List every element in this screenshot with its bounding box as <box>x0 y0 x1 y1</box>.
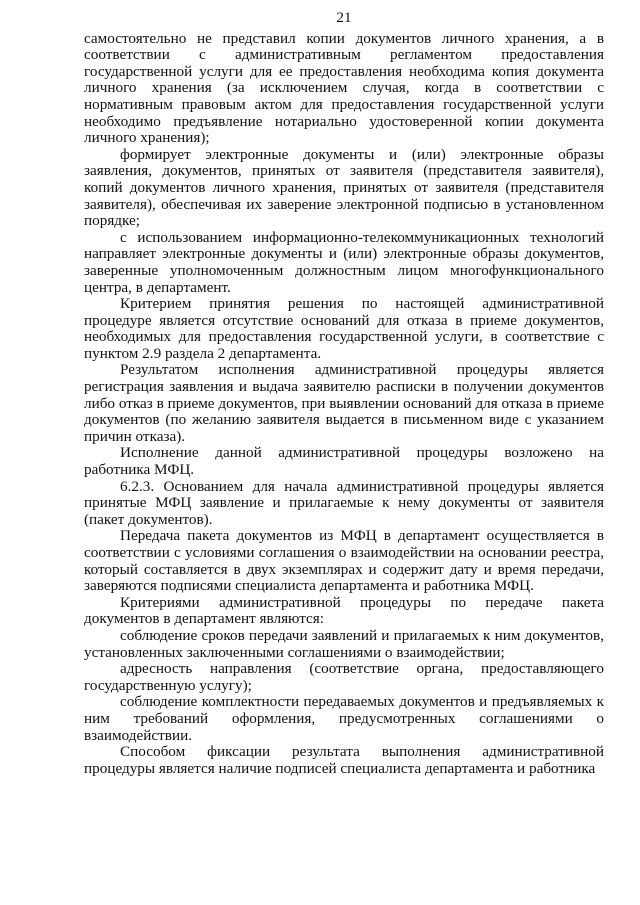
paragraph-2: формирует электронные документы и (или) электронные образы заявления, документов, принятых от заявителя (представителя заявителя), копий документов личного хранения, принятых от заявителя (представителя заявителя), обеспечивая их заверение электронной подписью в установленном порядке; <box>84 145 604 230</box>
document-page <box>84 10 604 777</box>
page-number: 21 <box>336 9 352 26</box>
paragraph-12: соблюдение комплектности передаваемых документов и предъявляемых к ним требований оформления, предусмотренных соглашениями о взаимодействии. <box>84 693 604 744</box>
paragraph-8: Передача пакета документов из МФЦ в департамент осуществляется в соответствии с условиями соглашения о взаимодействии на основании реестра, который составляется в двух экземплярах и содержит дату и время передачи, заверяются подписями специалиста департамента и работника МФЦ. <box>84 527 604 595</box>
paragraph-5: Результатом исполнения административной процедуры является регистрация заявления и выдача заявителю расписки в получении документов либо отказ в приеме документов, при выявлении оснований для отказа в приеме документов (по желанию заявителя выдается в письменном виде с указанием причин отказа). <box>84 361 604 445</box>
paragraph-1: самостоятельно не представил копии документов личного хранения, а в соответствии с административным регламентом предоставления государственной услуги для ее предоставления необходима копия документа личного хранения (за исключением случая, когда в соответствии с нормативным правовым актом для предоставления государственной услуги необходимо предъявление нотариально удостоверенной копии документа личного хранения); <box>84 29 604 147</box>
paragraph-6: Исполнение данной административной процедуры возложено на работника МФЦ. <box>84 444 604 479</box>
paragraph-10: соблюдение сроков передачи заявлений и прилагаемых к ним документов, установленных заключенными соглашениями о взаимодействии; <box>84 626 604 661</box>
paragraph-9: Критериями административной процедуры по передаче пакета документов в департамент являются: <box>84 593 604 628</box>
paragraph-11: адресность направления (соответствие органа, предоставляющего государственную услугу); <box>84 660 604 694</box>
paragraph-7: 6.2.3. Основанием для начала административной процедуры является принятые МФЦ заявление и прилагаемые к нему документы от заявителя (пакет документов). <box>84 477 604 528</box>
paragraph-13: Способом фиксации результата выполнения административной процедуры является наличие подписей специалиста департамента и работника <box>84 743 604 777</box>
paragraph-3: с использованием информационно-телекоммуникационных технологий направляет электронные документы и (или) электронные образы документов, заверенные уполномоченным должностным лицом многофункционального центра, в департамент. <box>84 228 604 296</box>
paragraph-4: Критерием принятия решения по настоящей административной процедуре является отсутствие оснований для отказа в приеме документов, необходимых для предоставления государственной услуги, в соответствие с пунктом 2.9 раздела 2 департамента. <box>84 295 604 362</box>
